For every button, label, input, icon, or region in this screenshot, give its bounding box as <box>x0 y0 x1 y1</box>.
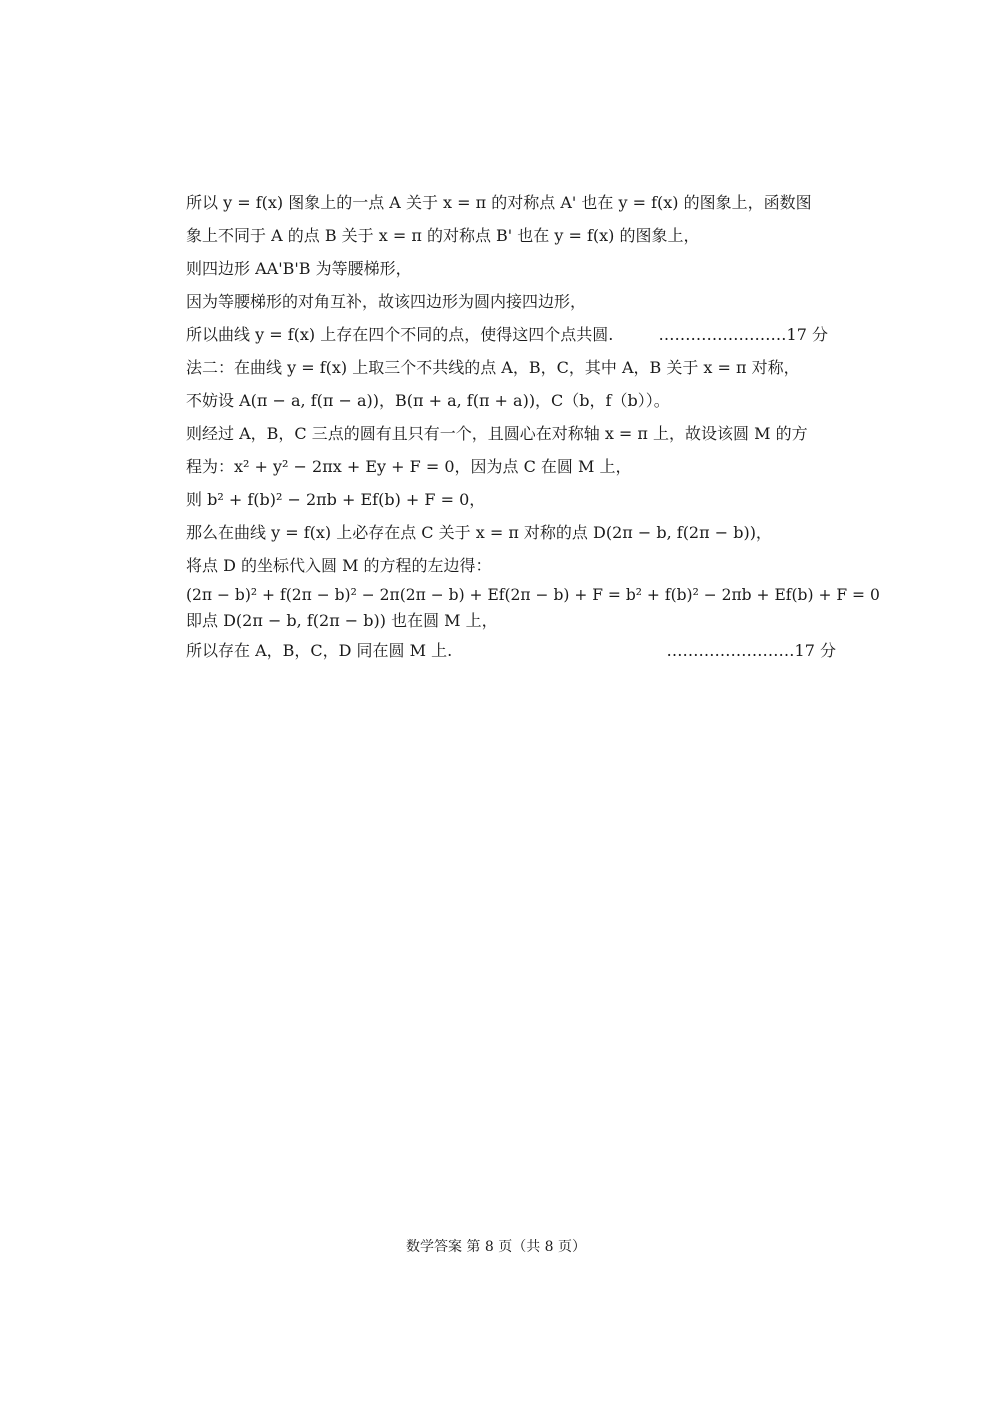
solution-body <box>186 186 880 667</box>
score-marker: ……………………17 分 <box>666 641 836 660</box>
solution-line: 则 b² + f(b)² − 2πb + Ef(b) + F = 0， <box>186 490 486 509</box>
score-marker: ……………………17 分 <box>658 325 828 344</box>
solution-line: 将点 D 的坐标代入圆 M 的方程的左边得： <box>186 556 492 575</box>
solution-line: 则经过 A，B，C 三点的圆有且只有一个，且圆心在对称轴 x = π 上，故设该圆 M 的方 <box>186 424 808 443</box>
solution-line-with-score <box>186 318 866 351</box>
solution-equation: (2π − b)² + f(2π − b)² − 2π(2π − b) + Ef(2π − b) + F = b² + f(b)² − 2πb + Ef(b) + F = 0 <box>186 586 880 604</box>
solution-line: 那么在曲线 y = f(x) 上必存在点 C 关于 x = π 对称的点 D(2π − b, f(2π − b))， <box>186 523 772 542</box>
page-footer: 数学答案 第 8 页（共 8 页） <box>405 1239 587 1255</box>
solution-line: 象上不同于 A 的点 B 关于 x = π 的对称点 B' 也在 y = f(x) 的图象上， <box>186 226 700 245</box>
solution-line: 不妨设 A(π − a, f(π − a))，B(π + a, f(π + a))，C（b，f（b））。 <box>186 391 670 410</box>
solution-text: 所以存在 A，B，C，D 同在圆 M 上. <box>186 641 453 660</box>
solution-line: 法二：在曲线 y = f(x) 上取三个不共线的点 A，B，C，其中 A，B 关于 x = π 对称， <box>186 358 800 377</box>
solution-line: 程为：x² + y² − 2πx + Ey + F = 0，因为点 C 在圆 M 上， <box>186 457 632 476</box>
solution-line: 即点 D(2π − b, f(2π − b)) 也在圆 M 上， <box>186 611 498 630</box>
solution-line: 则四边形 AA'B'B 为等腰梯形， <box>186 259 412 278</box>
solution-line: 所以 y = f(x) 图象上的一点 A 关于 x = π 的对称点 A' 也在 y = f(x) 的图象上，函数图 <box>186 193 812 212</box>
solution-line: 因为等腰梯形的对角互补，故该四边形为圆内接四边形， <box>186 292 587 311</box>
solution-line-with-score <box>186 634 866 667</box>
solution-text: 所以曲线 y = f(x) 上存在四个不同的点，使得这四个点共圆. <box>186 325 614 344</box>
